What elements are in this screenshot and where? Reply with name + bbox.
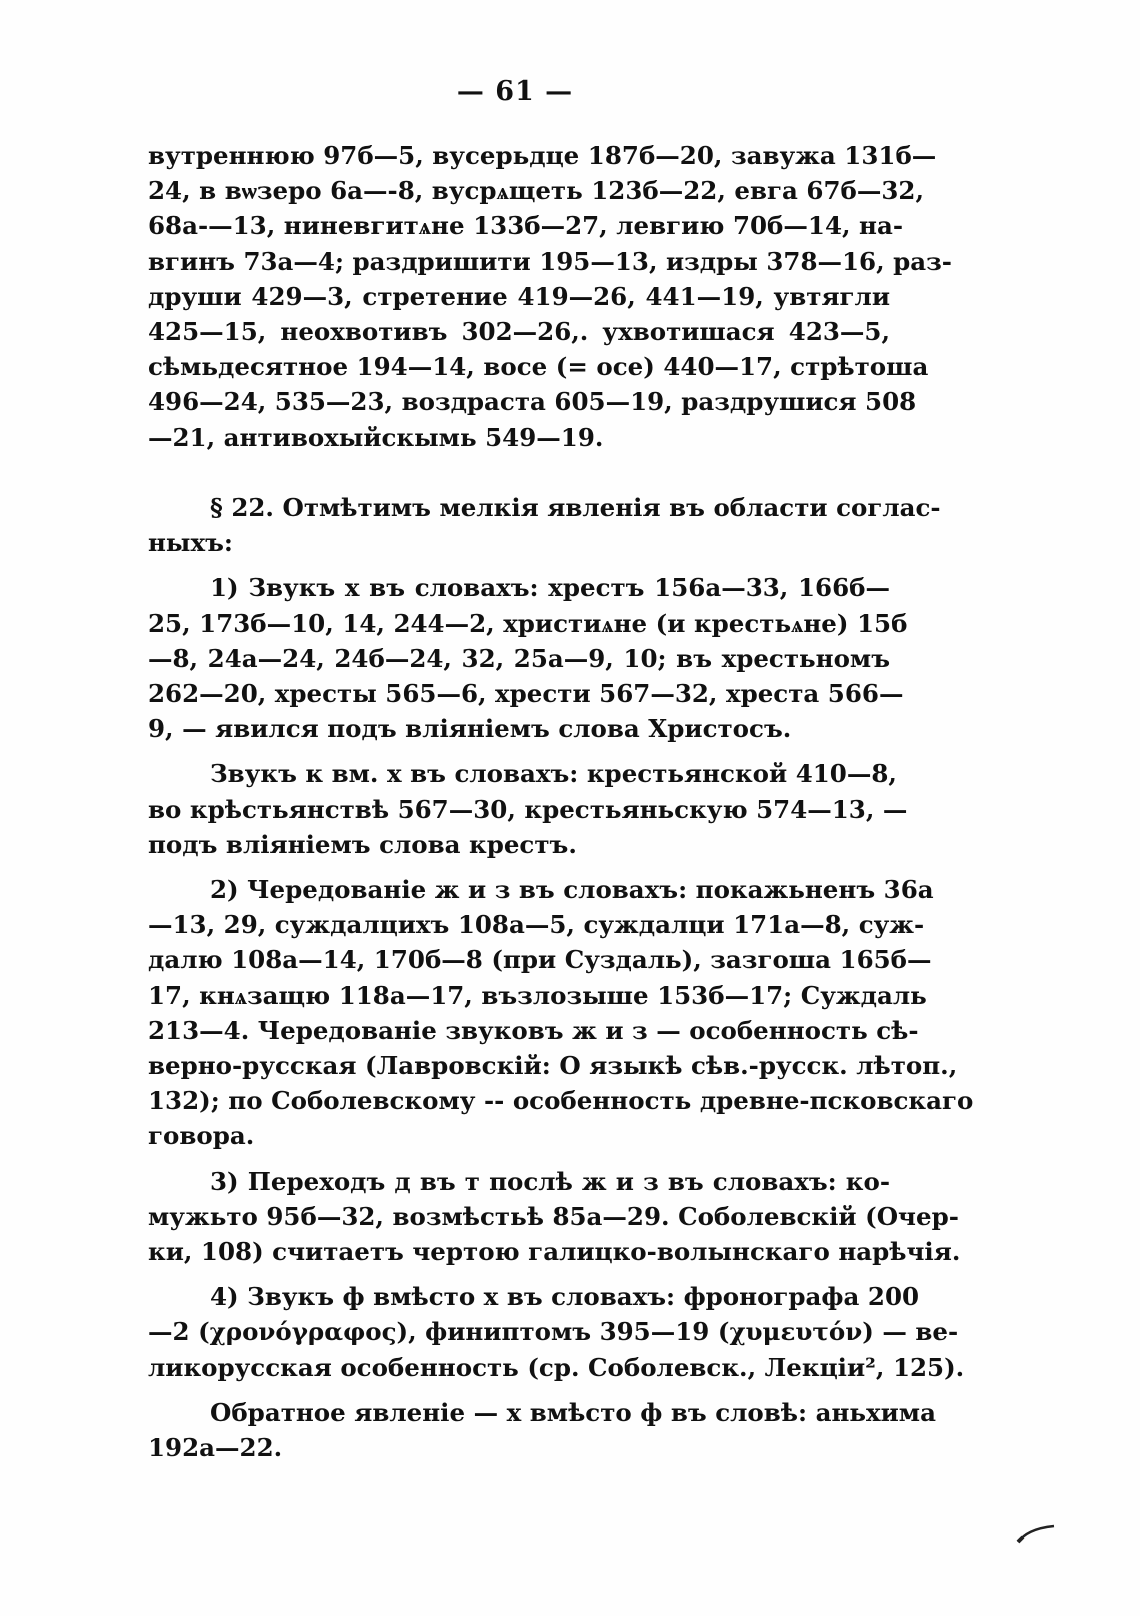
- paragraph-word-list: [148, 138, 952, 455]
- text-line: мужьто 95б—32, возмѣстьѣ 85а—29. Соболевскій (Очер-: [148, 1201, 959, 1231]
- text-line: во крѣстьянствѣ 567—30, крестьяньскую 574—13, —: [148, 794, 908, 824]
- text-line: друши 429—3, стретение 419—26, 441—19, увтягли: [148, 281, 890, 311]
- section-heading: [148, 490, 941, 560]
- text-line: ныхъ:: [148, 528, 233, 558]
- text-line: —2 (χρονόγραφος), финиптомъ 395—19 (χυμευτόν) — ве-: [148, 1317, 959, 1347]
- item-3: [148, 1164, 961, 1270]
- text-line: 262—20, хресты 565—6, хрести 567—32, хреста 566—: [148, 679, 904, 709]
- item-4: [148, 1279, 965, 1385]
- text-line: далю 108а—14, 170б—8 (при Суздаль), зазгоша 165б—: [148, 945, 932, 975]
- section-22: [148, 490, 974, 1465]
- text-line: § 22. Отмѣтимъ мелкія явленія въ области соглас-: [210, 493, 941, 522]
- text-line: 496—24, 535—23, воздраста 605—19, раздрушися 508: [148, 387, 917, 417]
- item-1b: [148, 756, 908, 862]
- ink-mark-icon: [1014, 1520, 1058, 1546]
- text-line: 68а-—13, ниневгитѧне 133б—27, левгию 70б—14, на-: [148, 211, 904, 241]
- text-line: 132); по Соболевскому -- особенность древне-псковскаго: [148, 1086, 974, 1116]
- text-line: ки, 108) считаетъ чертою галицко-волынскаго нарѣчія.: [148, 1237, 961, 1267]
- text-line: 4) Звукъ ф вмѣсто х въ словахъ: фронографа 200: [210, 1282, 920, 1312]
- text-line: 17, кнѧзащю 118а—17, възлозыше 153б—17; Суждаль: [148, 980, 927, 1010]
- text-line: —13, 29, суждалцихъ 108а—5, суждалци 171а—8, суж-: [148, 910, 925, 940]
- page-number: — 61 —: [456, 76, 574, 107]
- item-2: [148, 872, 974, 1154]
- text-line: 425—15, неохвотивъ 302—26,. ухвотишася 423—5,: [148, 317, 890, 347]
- text-line: 192а—22.: [148, 1433, 283, 1463]
- text-line: вутреннюю 97б—5, вусерьдце 187б—20, завужа 131б—: [148, 141, 937, 170]
- text-line: верно-русская (Лавровскій: О языкѣ сѣв.-русск. лѣтоп.,: [148, 1051, 958, 1081]
- text-line: —21, антивохыйскымь 549—19.: [148, 422, 604, 452]
- text-line: вгинъ 73а—4; раздришити 195—13, издры 378—16, раз-: [148, 246, 952, 276]
- text-line: подъ вліяніемъ слова крестъ.: [148, 829, 577, 859]
- text-line: сѣмьдесятное 194—14, восе (= осе) 440—17, стрѣтоша: [148, 352, 929, 382]
- text-line: 3) Переходъ д въ т послѣ ж и з въ словахъ: ко-: [210, 1166, 890, 1196]
- item-5: [148, 1395, 936, 1465]
- text-line: Обратное явленіе — х вмѣсто ф въ словѣ: аньхима: [210, 1397, 936, 1427]
- text-line: говора.: [148, 1121, 255, 1151]
- text-line: 25, 173б—10, 14, 244—2, христиѧне (и крестьѧне) 15б: [148, 608, 908, 638]
- text-line: 2) Чередованіе ж и з въ словахъ: покажьненъ 36а: [210, 875, 934, 905]
- text-line: 9, — явился подъ вліяніемъ слова Христосъ.: [148, 714, 792, 744]
- item-1: [148, 570, 908, 746]
- text-line: ликорусская особенность (ср. Соболевск., Лекціи², 125).: [148, 1352, 965, 1382]
- text-line: Звукъ к вм. х въ словахъ: крестьянской 410—8,: [210, 759, 897, 789]
- text-line: 213—4. Чередованіе звуковъ ж и з — особенность сѣ-: [148, 1015, 919, 1045]
- text-line: 24, в вѡзеро 6а—-8, вусрѧщеть 123б—22, евга 67б—32,: [148, 176, 924, 206]
- text-line: 1) Звукъ х въ словахъ: хрестъ 156а—33, 166б—: [210, 573, 890, 603]
- text-line: —8, 24а—24, 24б—24, 32, 25а—9, 10; въ хрестьномъ: [148, 643, 890, 673]
